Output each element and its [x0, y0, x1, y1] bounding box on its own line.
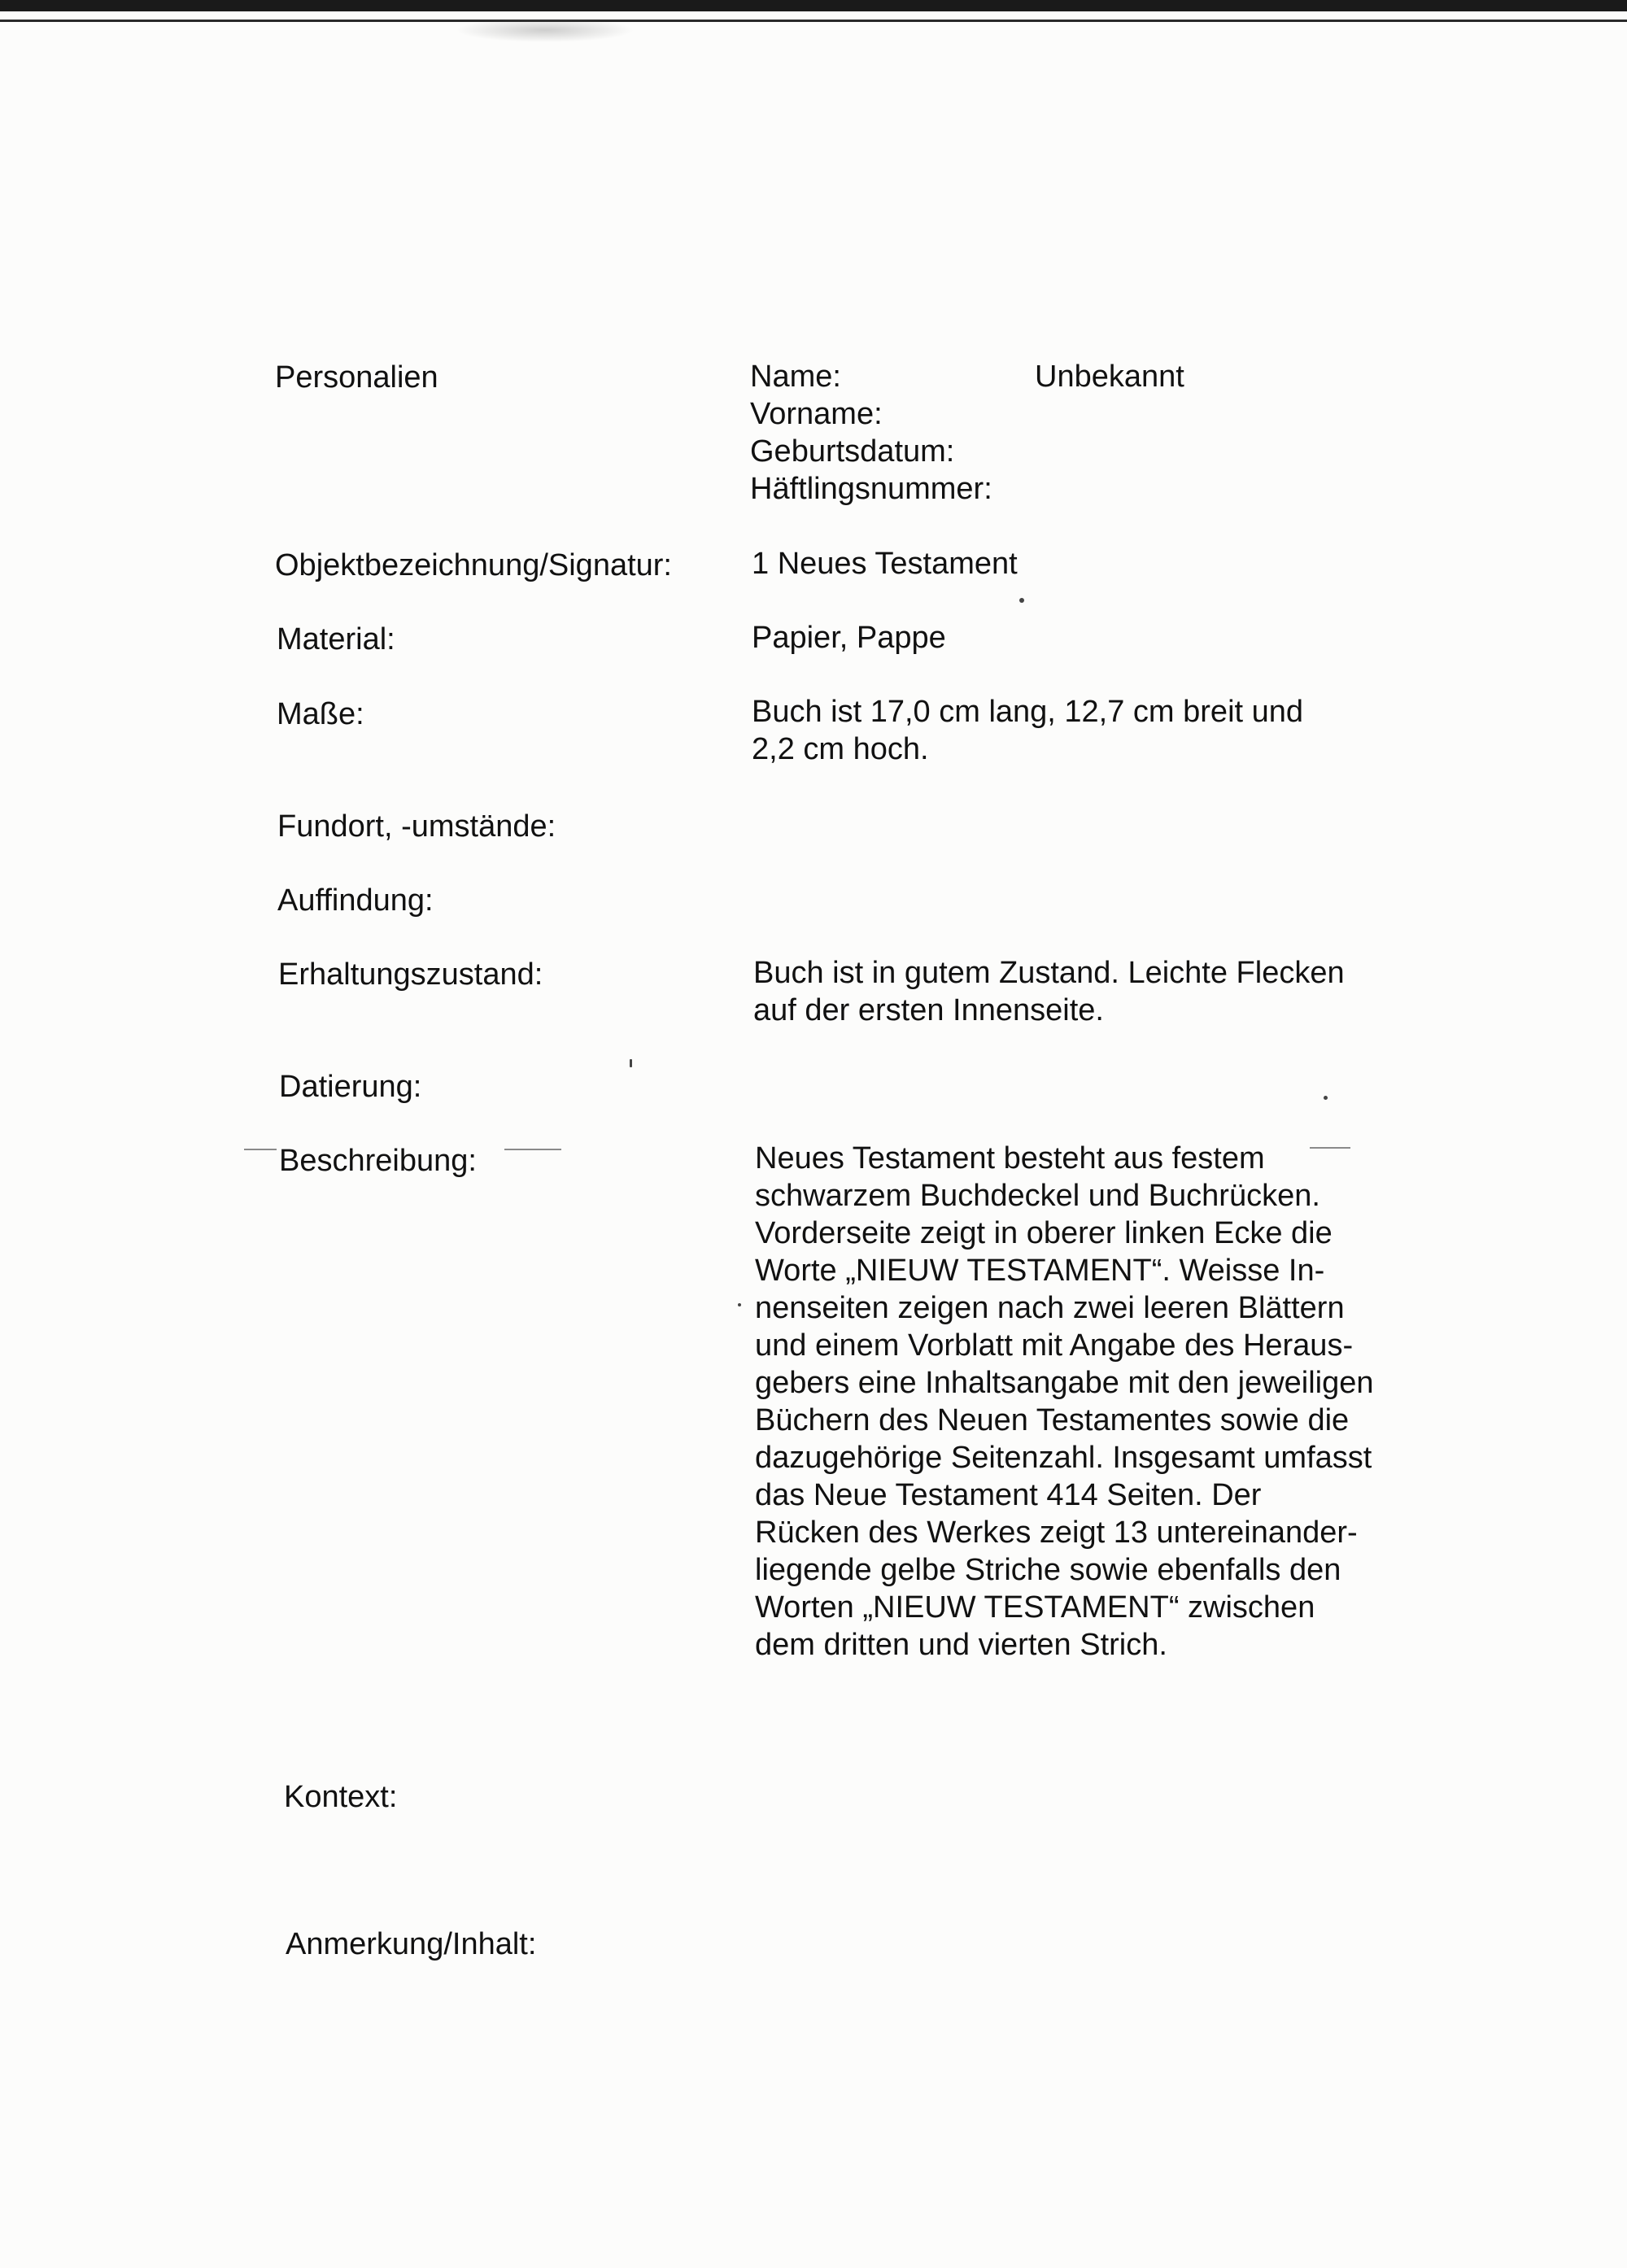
scan-mark — [504, 1149, 561, 1150]
value-beschreibung-line-12: liegende gelbe Striche sowie ebenfalls den — [755, 1553, 1341, 1587]
scan-top-edge — [0, 0, 1627, 11]
label-name: Name: — [750, 360, 841, 394]
value-beschreibung-line-4: Worte „NIEUW TESTAMENT“. Weisse In- — [755, 1254, 1325, 1288]
value-beschreibung-line-14: dem dritten und vierten Strich. — [755, 1628, 1167, 1662]
label-vorname: Vorname: — [750, 397, 883, 431]
label-anmerkung: Anmerkung/Inhalt: — [286, 1927, 537, 1961]
scan-speck — [1019, 598, 1024, 603]
value-beschreibung-line-13: Worten „NIEUW TESTAMENT“ zwischen — [755, 1590, 1315, 1625]
value-material: Papier, Pappe — [752, 621, 946, 655]
label-masse: Maße: — [277, 697, 364, 731]
label-beschreibung: Beschreibung: — [279, 1144, 477, 1178]
value-erhaltung-line-2: auf der ersten Innenseite. — [753, 993, 1104, 1027]
scan-speck — [738, 1303, 741, 1306]
label-objekt: Objektbezeichnung/Signatur: — [275, 548, 672, 582]
scan-mark — [1310, 1147, 1350, 1149]
value-masse-line-1: Buch ist 17,0 cm lang, 12,7 cm breit und — [752, 695, 1304, 729]
value-beschreibung-line-7: gebers eine Inhaltsangabe mit den jeweiligen — [755, 1366, 1374, 1400]
label-datierung: Datierung: — [279, 1070, 422, 1104]
value-beschreibung-line-10: das Neue Testament 414 Seiten. Der — [755, 1478, 1262, 1512]
scan-smudge — [456, 18, 635, 42]
label-personalien: Personalien — [275, 360, 438, 395]
label-kontext: Kontext: — [284, 1780, 398, 1814]
value-beschreibung-line-5: nenseiten zeigen nach zwei leeren Blättern — [755, 1291, 1345, 1325]
value-beschreibung-line-1: Neues Testament besteht aus festem — [755, 1141, 1265, 1175]
label-auffindung: Auffindung: — [277, 883, 434, 918]
scan-speck — [630, 1059, 632, 1067]
value-beschreibung-line-8: Büchern des Neuen Testamentes sowie die — [755, 1403, 1350, 1437]
value-beschreibung-line-6: und einem Vorblatt mit Angabe des Heraus- — [755, 1328, 1354, 1363]
value-name: Unbekannt — [1035, 360, 1184, 394]
label-material: Material: — [277, 622, 395, 656]
label-geburtsdatum: Geburtsdatum: — [750, 434, 955, 469]
scan-speck — [1324, 1096, 1328, 1100]
value-beschreibung-line-11: Rücken des Werkes zeigt 13 untereinander- — [755, 1516, 1358, 1550]
scan-mark — [244, 1149, 277, 1150]
value-beschreibung-line-3: Vorderseite zeigt in oberer linken Ecke die — [755, 1216, 1333, 1250]
value-beschreibung-line-2: schwarzem Buchdeckel und Buchrücken. — [755, 1179, 1320, 1213]
value-erhaltung-line-1: Buch ist in gutem Zustand. Leichte Flecken — [753, 956, 1345, 990]
value-beschreibung-line-9: dazugehörige Seitenzahl. Insgesamt umfasst — [755, 1441, 1372, 1475]
value-objekt: 1 Neues Testament — [752, 547, 1018, 581]
label-haeftlingsnummer: Häftlingsnummer: — [750, 472, 992, 506]
label-erhaltung: Erhaltungszustand: — [278, 957, 543, 992]
value-masse-line-2: 2,2 cm hoch. — [752, 732, 929, 766]
scan-top-line — [0, 20, 1627, 22]
label-fundort: Fundort, -umstände: — [277, 809, 556, 844]
